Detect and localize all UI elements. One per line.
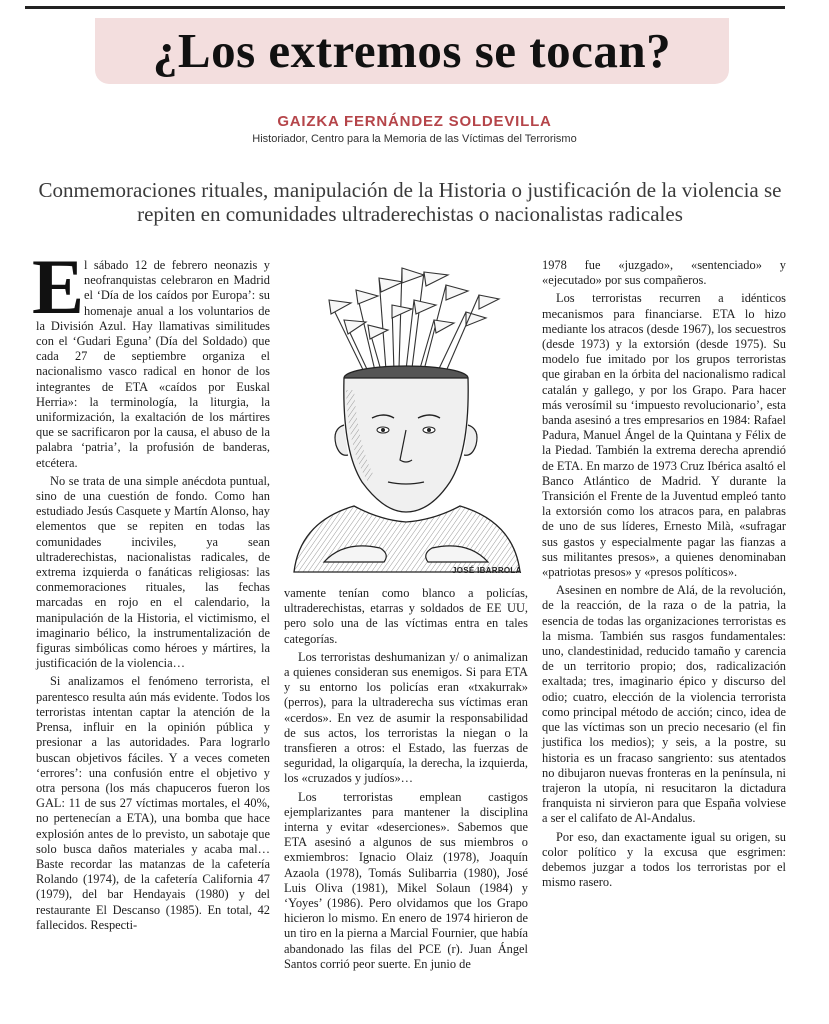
paragraph-10: Por eso, dan exactamente igual su origen, su color político y la excusa que esgrimen: debemos juzgar a todos los terroristas por el mismo rasero.	[542, 829, 786, 890]
author-role: Historiador, Centro para la Memoria de las Víctimas del Terrorismo	[252, 133, 577, 145]
paragraph-5: Los terroristas deshumanizan y/ o animalizan a quienes consideran sus enemigos. Si para ETA y su entorno los policías eran «txakurrak» (perros), para la ultraderecha sus víctimas eran «cerdos». En vez de asumir la responsabilidad de sus actos, los terroristas la niegan o la transfieren a otros: el Estado, las fuerzas de seguridad, la oligarquía, la derecha, la izquierda, los «cruzados y judíos»…	[284, 649, 528, 786]
article-column-3	[542, 258, 786, 893]
author-byline: GAIZKA FERNÁNDEZ SOLDEVILLA	[277, 113, 552, 130]
paragraph-1-text: l sábado 12 de febrero neonazis y neofranquistas celebraron en Madrid el ‘Día de los caídos por Europa’: su homenaje anual a los voluntarios de la División Azul. Hay llamativas similitudes con el ‘Gudari Eguna’ (Día del Soldado) que cada 27 de septiembre organiza el nacionalismo vasco radical en honor de los integrantes de ETA «caídos por Euskal Herria»: la terminología, la liturgia, la uniformización, la exaltación de los mártires que se sacrificaron por la causa, el abuso de la palabra ‘patria’, la profusión de banderas, etcétera.	[36, 258, 270, 470]
article-column-1	[32, 243, 270, 936]
paragraph-1	[32, 243, 270, 471]
paragraph-7: 1978 fue «juzgado», «sentenciado» y «ejecutado» por sus compañeros.	[542, 258, 786, 288]
headline: ¿Los extremos se tocan?	[95, 18, 729, 84]
paragraph-3: Si analizamos el fenómeno terrorista, el parentesco resulta aún más evidente. Todos los terroristas intentan captar la atención de la Prensa, influir en la opinión pública y presionar a las autoridades. Para lograrlo buscan objetivos fáciles. Y a veces cometen ‘errores’: una confusión entre el objetivo y otra persona (los más chapuceros fueron los GAL: 11 de sus 27 víctimas mortales, el 40%, no pertenecían a ETA), una bomba que hace explosión antes de lo previsto, un sabotaje que solo busca daños materiales y acaba mal… Baste recordar las matanzas de la cafetería Rolando (1974), de la cafetería California 47 (1979), del bar Hendayais (1980) y del restaurante El Descanso (1985). En total, 42 fallecidos. Respecti-	[36, 674, 270, 932]
paragraph-9: Asesinen en nombre de Alá, de la revolución, de la reacción, de la raza o de la patria, la esencia de todas las organizaciones terroristas es la misma. También sus rasgos fundamentales: uno, clandestinidad, reducido tamaño y carencia de un territorio propio; dos, radicalización exaltada; tres, imaginario épico y discurso del odio; cuatro, elección de la violencia terrorista como principal método de acción; cinco, idea de que las víctimas son un precio necesario (el fin justifica los medios); y seis, a la postre, su historia es un fracaso sangriento: sus atentados no dibujaron nuevas fronteras en la península, ni trajeron la utopía, ni resucitaron la dictadura franquista ni sirvieron para que España volviese a ser el califato de Al-Andalus.	[542, 583, 786, 826]
paragraph-8: Los terroristas recurren a idénticos mecanismos para financiarse. ETA lo hizo mediante los atracos (desde 1967), los secuestros (desde 1973) y la extorsión (desde 1975). Su modelo fue imitado por los grupos terroristas que giraban en la órbita del nacionalismo radical catalán y gallego, y por los Grapo. Para hacer más verosímil su ‘impuesto revolucionario’, esta banda asesinó a tres empresarios en 1984: Rafael Padura, Manuel Ángel de la Quintana y Félix de la Piedad. También la extrema derecha aprendió de ETA. En marzo de 1973 Cruz Ibérica asaltó el Banco Atlántico de Madrid. Y durante la Transición el Frente de la Juventud empleó tanto la extorsión como los atracos para, en palabras de uno de sus líderes, Ernesto Milà, «sufragar sus gastos y especialmente pagar las fianzas a sus militantes presos», a quienes denominaban «patriotas presos» y «presos políticos».	[542, 291, 786, 580]
paragraph-6: Los terroristas emplean castigos ejemplarizantes para mantener la disciplina interna y evitar «deserciones». Sabemos que ETA asesinó a algunos de sus miembros o exmiembros: Ignacio Olaiz (1978), Joaquín Azaola (1978), Tomás Sulibarria (1980), José Luis Oliva (1981), Mikel Solaun (1984) y ‘Yoyes’ (1986). Pero olvidamos que los Grapo hicieron lo mismo. En enero de 1974 hirieron de un tiro en la pierna a Marcial Fournier, que había abandonado las filas del PCE (r). Juan Ángel Santos corrió peor suerte. En junio de	[284, 789, 528, 971]
flags-icon	[329, 268, 499, 380]
article-column-2	[284, 586, 528, 975]
illustration-drawing	[284, 250, 528, 580]
subheadline: Conmemoraciones rituales, manipulación de la Historia o justificación de la violencia se repiten en comunidades ultraderechistas o nacionalistas radicales	[38, 178, 782, 226]
drop-cap: E	[32, 243, 85, 330]
paragraph-2: No se trata de una simple anécdota puntual, sino de una cuestión de fondo. Como han estudiado Jesús Casquete y Martín Alonso, hay elementos que se repiten en todas las comunidades inciviles, ya sean ultraderechistas, nacionalistas radicales, de extrema izquierda o fanáticas religiosas: las conmemoraciones rituales, las fechas marcadas en rojo en el calendario, la manipulación de la Historia, el victimismo, el imaginario bélico, la instrumentalización de figuras simbólicas como héroes y mártires, la justificación de la violencia…	[36, 473, 270, 671]
paragraph-4: vamente tenían como blanco a policías, ultraderechistas, etarras y soldados de EE UU, pero solo una de las víctimas entra en tales categorías.	[284, 586, 528, 646]
top-rule	[25, 6, 785, 9]
illustration	[284, 250, 528, 580]
illustration-credit: JOSÉ IBARROLA	[452, 566, 522, 575]
